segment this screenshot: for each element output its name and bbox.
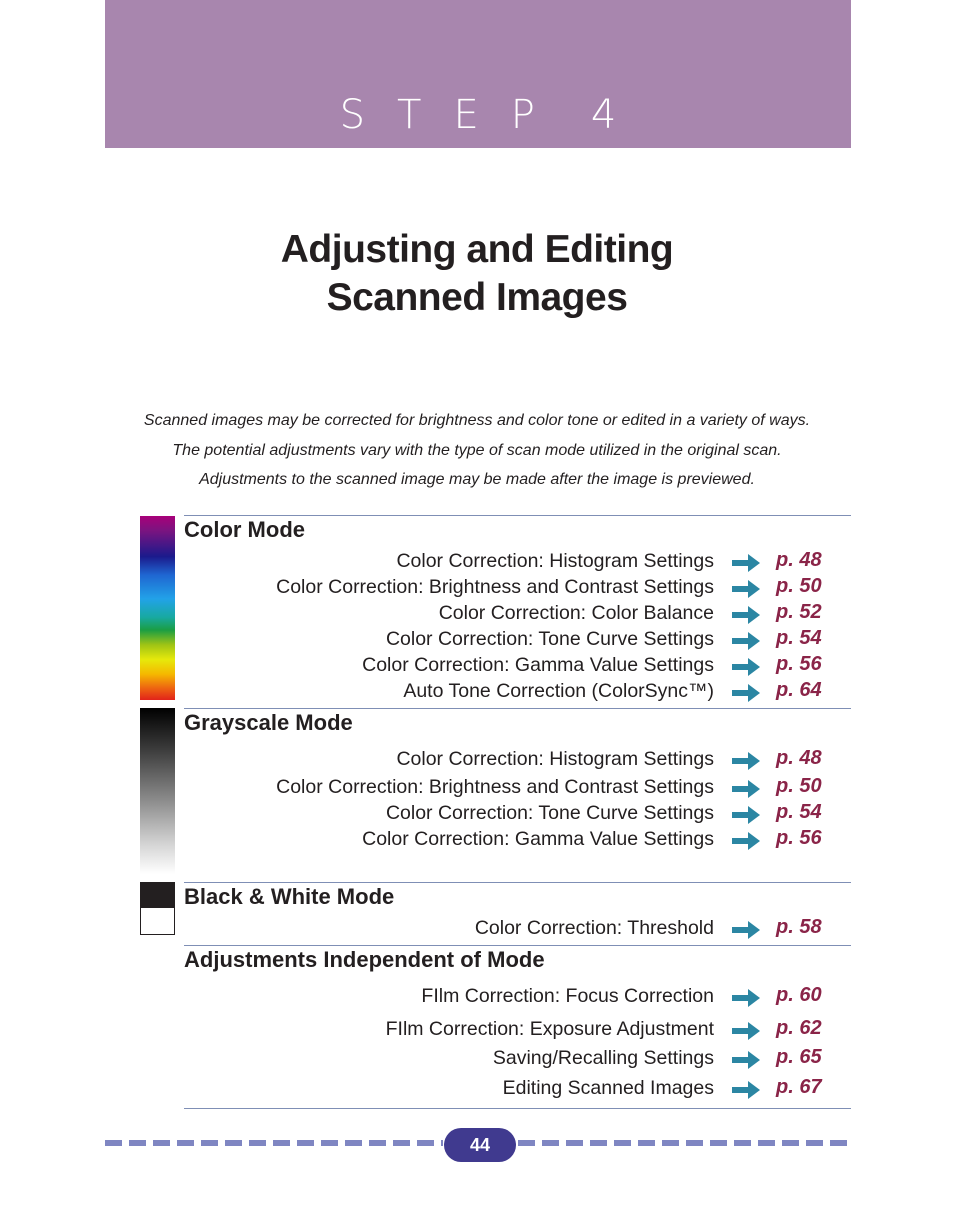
section-heading-black-white-mode: Black & White Mode bbox=[184, 884, 395, 909]
arrow-right-icon bbox=[730, 578, 762, 600]
step-number: 4 bbox=[590, 92, 617, 138]
section-rule bbox=[184, 882, 851, 883]
toc-page-link[interactable]: p. 48 bbox=[776, 549, 822, 571]
step-letter: T bbox=[397, 92, 422, 138]
toc-page-link[interactable]: p. 60 bbox=[776, 984, 822, 1006]
toc-page-link[interactable]: p. 48 bbox=[776, 747, 822, 769]
grayscale-gradient-bar bbox=[140, 708, 175, 874]
intro-line: The potential adjustments vary with the type of scan mode utilized in the original scan. bbox=[172, 441, 782, 459]
toc-item-label: Color Correction: Tone Curve Settings bbox=[385, 802, 714, 824]
toc-page-link[interactable]: p. 50 bbox=[776, 575, 822, 597]
black-swatch bbox=[140, 882, 175, 908]
arrow-right-icon bbox=[730, 552, 762, 574]
arrow-right-icon bbox=[730, 630, 762, 652]
arrow-right-icon bbox=[730, 604, 762, 626]
toc-item-label: Color Correction: Tone Curve Settings bbox=[385, 628, 714, 650]
toc-page-link[interactable]: p. 58 bbox=[776, 916, 822, 938]
footer-dashed-rule bbox=[105, 1140, 443, 1146]
section-rule bbox=[184, 945, 851, 946]
section-heading-independent: Adjustments Independent of Mode bbox=[184, 947, 545, 972]
toc-page-link[interactable]: p. 50 bbox=[776, 775, 822, 797]
toc-item-label: FIlm Correction: Focus Correction bbox=[421, 985, 714, 1007]
arrow-right-icon bbox=[730, 1020, 762, 1042]
arrow-right-icon bbox=[730, 804, 762, 826]
arrow-right-icon bbox=[730, 1049, 762, 1071]
section-heading-grayscale-mode: Grayscale Mode bbox=[184, 710, 353, 735]
section-heading-color-mode: Color Mode bbox=[184, 517, 305, 542]
toc-page-link[interactable]: p. 52 bbox=[776, 601, 822, 623]
page-title-line: Scanned Images bbox=[326, 276, 628, 319]
step-letter: E bbox=[453, 92, 479, 138]
page-title bbox=[0, 226, 954, 322]
toc-item-label: Color Correction: Histogram Settings bbox=[396, 550, 714, 572]
page-title-line: Adjusting and Editing bbox=[280, 228, 674, 271]
toc-page-link[interactable]: p. 56 bbox=[776, 653, 822, 675]
section-rule bbox=[184, 515, 851, 516]
toc-page-link[interactable]: p. 56 bbox=[776, 827, 822, 849]
toc-page-link[interactable]: p. 54 bbox=[776, 801, 822, 823]
step-banner bbox=[105, 0, 851, 148]
color-spectrum-bar bbox=[140, 516, 175, 700]
intro-line: Adjustments to the scanned image may be made after the image is previewed. bbox=[199, 471, 755, 488]
toc-item-label: Saving/Recalling Settings bbox=[492, 1047, 714, 1069]
toc-page-link[interactable]: p. 62 bbox=[776, 1017, 822, 1039]
arrow-right-icon bbox=[730, 1079, 762, 1101]
footer-dashed-rule bbox=[518, 1140, 851, 1146]
toc-page-link[interactable]: p. 65 bbox=[776, 1046, 822, 1068]
arrow-right-icon bbox=[730, 656, 762, 678]
section-rule bbox=[184, 708, 851, 709]
toc-page-link[interactable]: p. 64 bbox=[776, 679, 822, 701]
arrow-right-icon bbox=[730, 682, 762, 704]
intro-line: Scanned images may be corrected for brightness and color tone or edited in a variety of ways. bbox=[143, 412, 811, 429]
toc-item-label: Color Correction: Brightness and Contrast Settings bbox=[276, 576, 714, 598]
arrow-right-icon bbox=[730, 778, 762, 800]
toc-item-label: Color Correction: Threshold bbox=[474, 917, 714, 939]
toc-item-label: Color Correction: Color Balance bbox=[438, 602, 714, 624]
arrow-right-icon bbox=[730, 750, 762, 772]
intro-paragraph bbox=[0, 406, 954, 495]
section-rule bbox=[184, 1108, 851, 1109]
toc-item-label: Auto Tone Correction (ColorSync™) bbox=[403, 680, 714, 702]
toc-item-label: Color Correction: Brightness and Contrast Settings bbox=[276, 776, 714, 798]
toc-item-label: Color Correction: Gamma Value Settings bbox=[362, 654, 714, 676]
toc-item-label: Color Correction: Gamma Value Settings bbox=[362, 828, 714, 850]
toc-item-label: FIlm Correction: Exposure Adjustment bbox=[385, 1018, 714, 1040]
page-number: 44 bbox=[444, 1128, 516, 1162]
step-letter: P bbox=[510, 92, 535, 138]
arrow-right-icon bbox=[730, 830, 762, 852]
arrow-right-icon bbox=[730, 919, 762, 941]
toc-page-link[interactable]: p. 67 bbox=[776, 1076, 822, 1098]
white-swatch bbox=[140, 908, 175, 935]
toc-page-link[interactable]: p. 54 bbox=[776, 627, 822, 649]
step-heading bbox=[105, 92, 851, 138]
arrow-right-icon bbox=[730, 987, 762, 1009]
toc-item-label: Color Correction: Histogram Settings bbox=[396, 748, 714, 770]
step-letter: S bbox=[339, 92, 366, 138]
toc-item-label: Editing Scanned Images bbox=[502, 1077, 714, 1099]
